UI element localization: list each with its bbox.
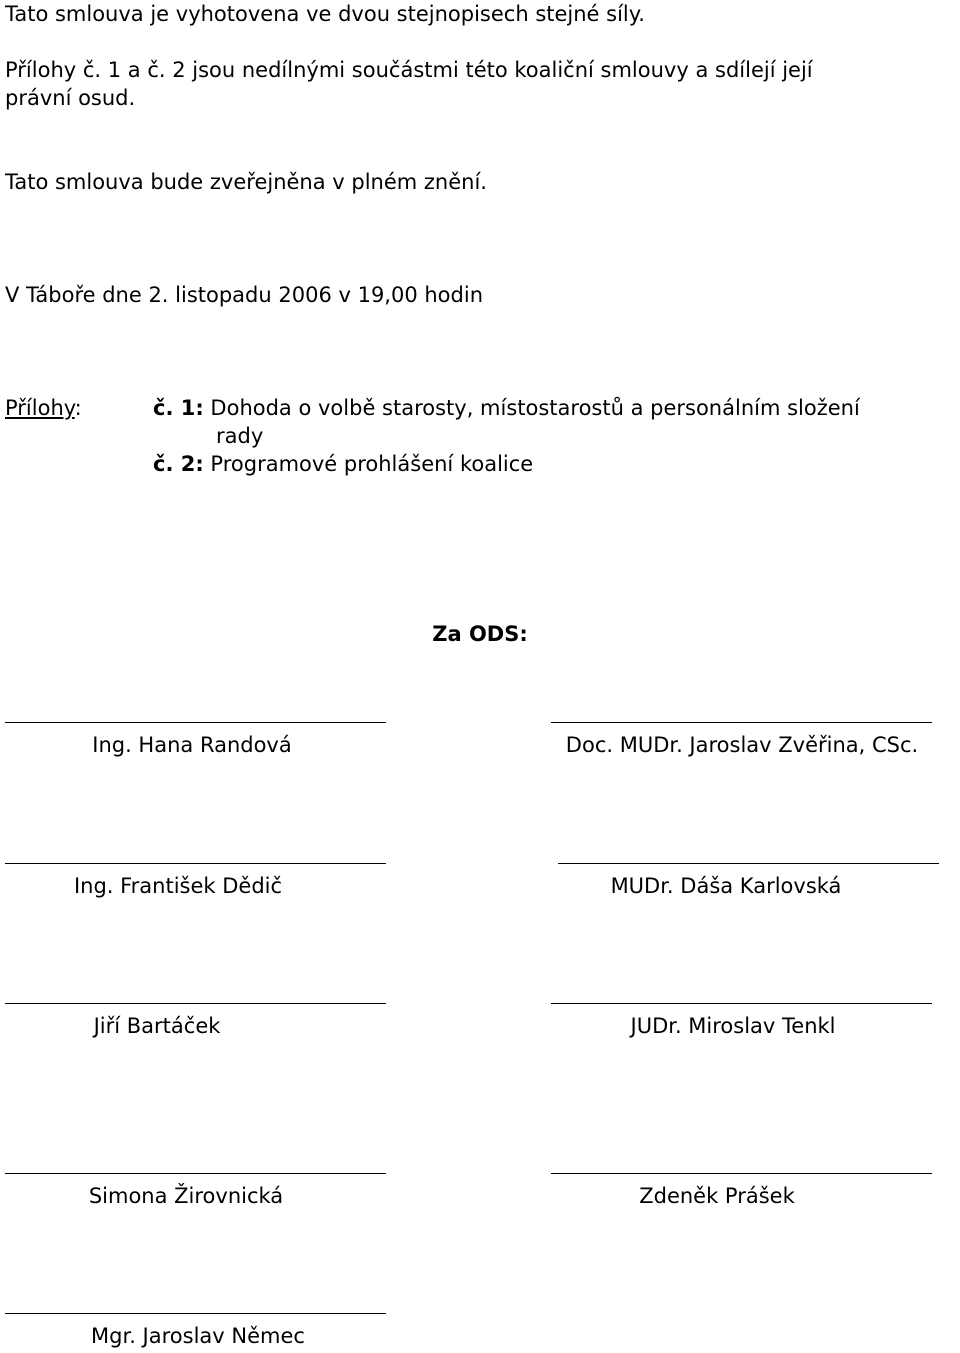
signatory-right-1: Doc. MUDr. Jaroslav Zvěřina, CSc.: [565, 733, 919, 757]
attachment-item-1-text: Dohoda o volbě starosty, místostarostů a personálním složení: [203, 396, 860, 420]
attachment-item-1-prefix: č. 1:: [153, 396, 204, 420]
signatory-right-3: JUDr. Miroslav Tenkl: [630, 1014, 836, 1038]
signatory-right-2: MUDr. Dáša Karlovská: [610, 874, 842, 898]
signatory-left-3: Jiří Bartáček: [93, 1014, 221, 1038]
signatory-left-2: Ing. František Dědič: [73, 874, 283, 898]
signature-line-left-5: [5, 1313, 386, 1314]
signatory-right-4: Zdeněk Prášek: [639, 1184, 795, 1208]
attachments-label-text: Přílohy: [5, 396, 75, 420]
attachment-item-2-prefix: č. 2:: [153, 452, 204, 476]
signature-line-right-3: [551, 1003, 932, 1004]
paragraph-annexes-line-1: Přílohy č. 1 a č. 2 jsou nedílnými součástmi této koaliční smlouvy a sdílejí její: [5, 58, 813, 82]
attachment-item-2: [153, 450, 533, 478]
signature-line-right-1: [551, 722, 932, 723]
attachment-item-2-text: Programové prohlášení koalice: [203, 452, 534, 476]
signature-line-right-2: [558, 863, 939, 864]
attachments-label: [5, 394, 82, 422]
attachment-item-1-continuation: rady: [216, 424, 264, 448]
signature-line-left-3: [5, 1003, 386, 1004]
paragraph-copies: Tato smlouva je vyhotovena ve dvou stejnopisech stejné síly.: [5, 2, 645, 26]
signatory-left-1: Ing. Hana Randová: [92, 733, 292, 757]
place-and-date: V Táboře dne 2. listopadu 2006 v 19,00 hodin: [5, 283, 484, 307]
paragraph-annexes-line-2: právní osud.: [5, 86, 136, 110]
attachments-label-colon: :: [74, 396, 82, 420]
signatures-heading: Za ODS:: [432, 622, 528, 646]
signature-line-left-1: [5, 722, 386, 723]
paragraph-publication: Tato smlouva bude zveřejněna v plném znění.: [5, 170, 487, 194]
signature-line-left-4: [5, 1173, 386, 1174]
attachment-item-1: [153, 394, 860, 422]
signature-line-left-2: [5, 863, 386, 864]
signatory-left-5: Mgr. Jaroslav Němec: [91, 1324, 305, 1348]
signatory-left-4: Simona Žirovnická: [88, 1184, 284, 1208]
signature-line-right-4: [551, 1173, 932, 1174]
